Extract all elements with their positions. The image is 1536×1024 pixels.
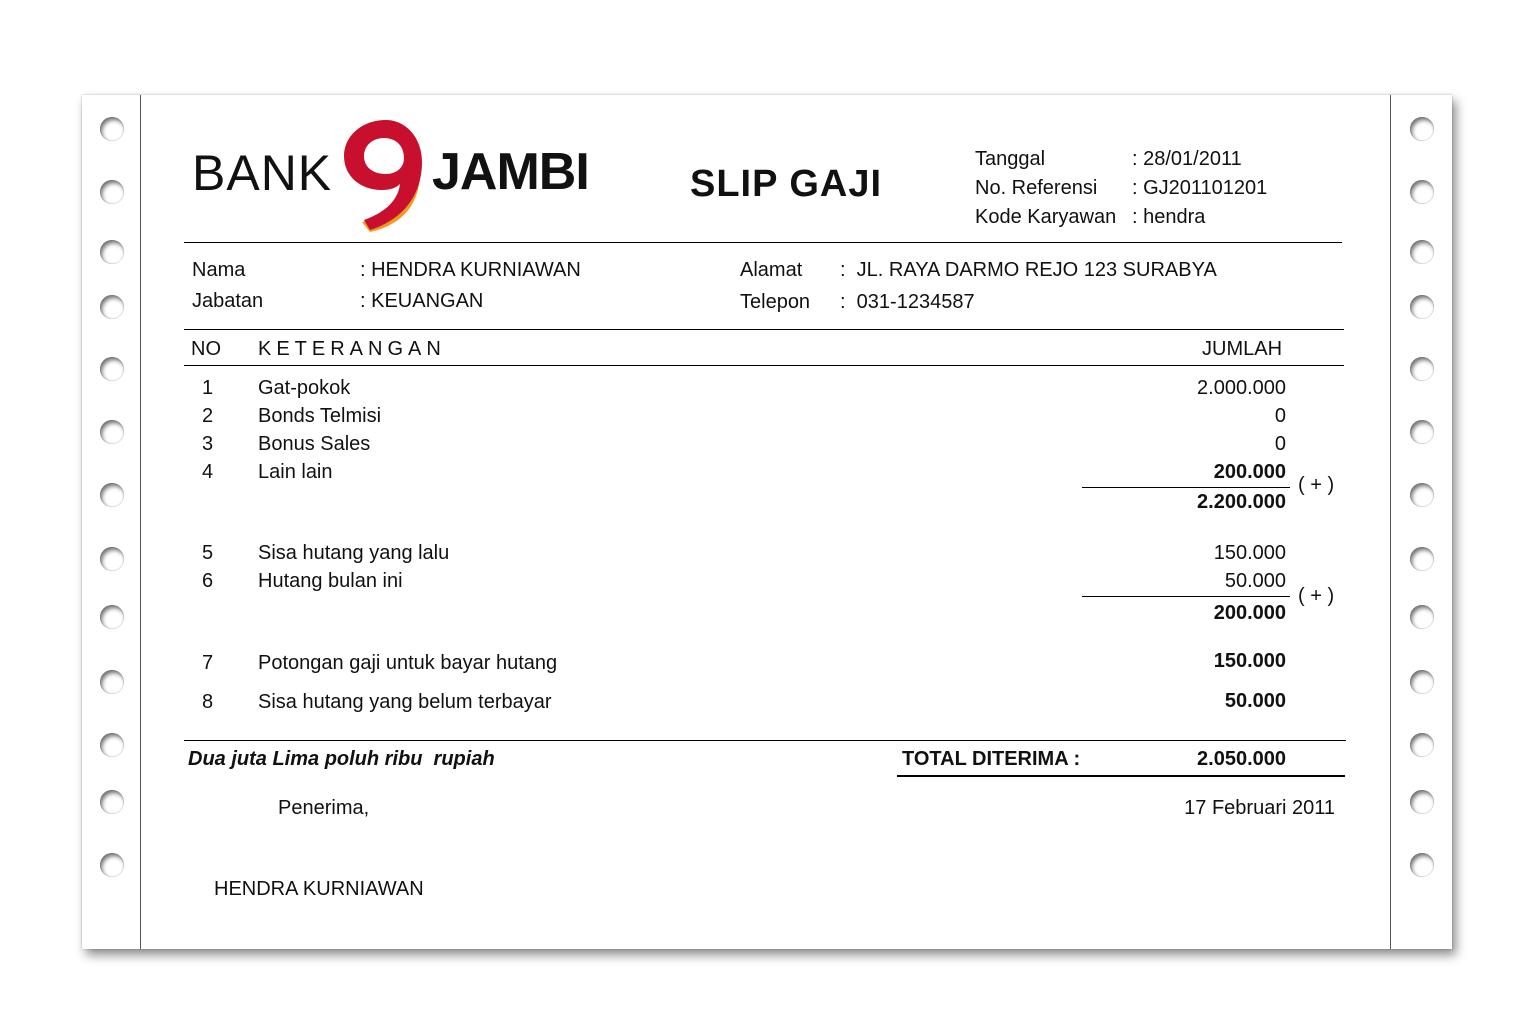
logo-bank-text: BANK (192, 145, 333, 201)
meta-value-tanggal: : 28/01/2011 (1132, 148, 1242, 170)
row-no: 5 (202, 542, 214, 564)
feed-hole (100, 605, 124, 629)
feed-hole (1410, 117, 1434, 141)
feed-hole (100, 853, 124, 877)
row-amount: 0 (1274, 405, 1286, 427)
row-no: 4 (202, 461, 214, 483)
feed-hole (100, 790, 124, 814)
position-value: : KEUANGAN (360, 290, 484, 312)
subtotal-2: 200.000 (1213, 602, 1286, 624)
col-header-jumlah: JUMLAH (1202, 338, 1283, 360)
feed-hole (100, 483, 124, 507)
row-no: 6 (202, 570, 214, 592)
row-amount: 150.000 (1213, 542, 1286, 564)
meta-value-kode: : hendra (1132, 206, 1206, 228)
meta-label-tanggal: Tanggal (975, 148, 1046, 170)
table-header-divider (184, 365, 1344, 366)
page-title: SLIP GAJI (690, 163, 883, 205)
amount-in-words: Dua juta Lima poluh ribu rupiah (188, 748, 495, 770)
row-amount: 0 (1274, 433, 1286, 455)
feed-hole (1410, 180, 1434, 204)
feed-hole (1410, 240, 1434, 264)
col-header-keterangan: KETERANGAN (258, 338, 446, 360)
row-desc: Sisa hutang yang lalu (258, 542, 450, 564)
feed-hole (1410, 357, 1434, 381)
row-amount: 2.000.000 (1197, 377, 1286, 399)
receiver-label: Penerima, (278, 797, 370, 819)
footer-divider (184, 740, 1346, 741)
row-no: 7 (202, 652, 214, 674)
row-desc: Hutang bulan ini (258, 570, 403, 592)
feed-hole (1410, 420, 1434, 444)
feed-hole (1410, 605, 1434, 629)
employee-divider (184, 329, 1344, 330)
feed-hole (100, 420, 124, 444)
total-value: 2.050.000 (1197, 748, 1286, 770)
plus-marker-2: ( + ) (1298, 585, 1335, 607)
feed-hole (100, 670, 124, 694)
feed-hole (1410, 483, 1434, 507)
feed-hole (100, 117, 124, 141)
row-amount: 50.000 (1224, 570, 1286, 592)
total-underline (897, 775, 1345, 777)
row-no: 8 (202, 691, 214, 713)
col-header-no: NO (191, 338, 221, 360)
phone-value: : 031-1234587 (840, 291, 975, 313)
row-no: 2 (202, 405, 214, 427)
right-perforation-line (1390, 95, 1391, 949)
receiver-name: HENDRA KURNIAWAN (214, 878, 424, 900)
position-label: Jabatan (192, 290, 264, 312)
feed-hole (100, 240, 124, 264)
address-label: Alamat (740, 259, 803, 281)
feed-hole (100, 295, 124, 319)
sum-line-1 (1082, 487, 1290, 488)
feed-hole (100, 733, 124, 757)
row-desc: Lain lain (258, 461, 333, 483)
left-perforation-line (140, 95, 141, 949)
bank-logo-mark-icon (340, 116, 432, 232)
feed-hole (1410, 733, 1434, 757)
feed-hole (100, 547, 124, 571)
meta-label-kode: Kode Karyawan (975, 206, 1117, 228)
payslip-paper (82, 95, 1452, 949)
feed-hole (100, 357, 124, 381)
row-no: 3 (202, 433, 214, 455)
feed-hole (1410, 295, 1434, 319)
logo-jambi-text: JAMBI (432, 143, 589, 201)
row-desc: Sisa hutang yang belum terbayar (258, 691, 552, 713)
row-no: 1 (202, 377, 214, 399)
feed-hole (100, 180, 124, 204)
feed-hole (1410, 853, 1434, 877)
feed-hole (1410, 790, 1434, 814)
plus-marker-1: ( + ) (1298, 474, 1335, 496)
name-value: : HENDRA KURNIAWAN (360, 259, 581, 281)
total-label: TOTAL DITERIMA : (902, 748, 1081, 770)
subtotal-1: 2.200.000 (1197, 491, 1286, 513)
row-desc: Bonus Sales (258, 433, 371, 455)
signed-date: 17 Februari 2011 (1184, 797, 1335, 819)
feed-hole (1410, 670, 1434, 694)
feed-hole (1410, 547, 1434, 571)
row-amount: 50.000 (1224, 690, 1286, 712)
sum-line-2 (1082, 596, 1290, 597)
row-desc: Potongan gaji untuk bayar hutang (258, 652, 558, 674)
address-value: : JL. RAYA DARMO REJO 123 SURABYA (840, 259, 1217, 281)
meta-label-referensi: No. Referensi (975, 177, 1098, 199)
name-label: Nama (192, 259, 246, 281)
header-divider (184, 242, 1342, 243)
row-desc: Gat-pokok (258, 377, 351, 399)
meta-value-referensi: : GJ201101201 (1132, 177, 1268, 199)
row-amount: 150.000 (1213, 650, 1286, 672)
phone-label: Telepon (740, 291, 811, 313)
row-desc: Bonds Telmisi (258, 405, 382, 427)
row-amount: 200.000 (1213, 461, 1286, 483)
